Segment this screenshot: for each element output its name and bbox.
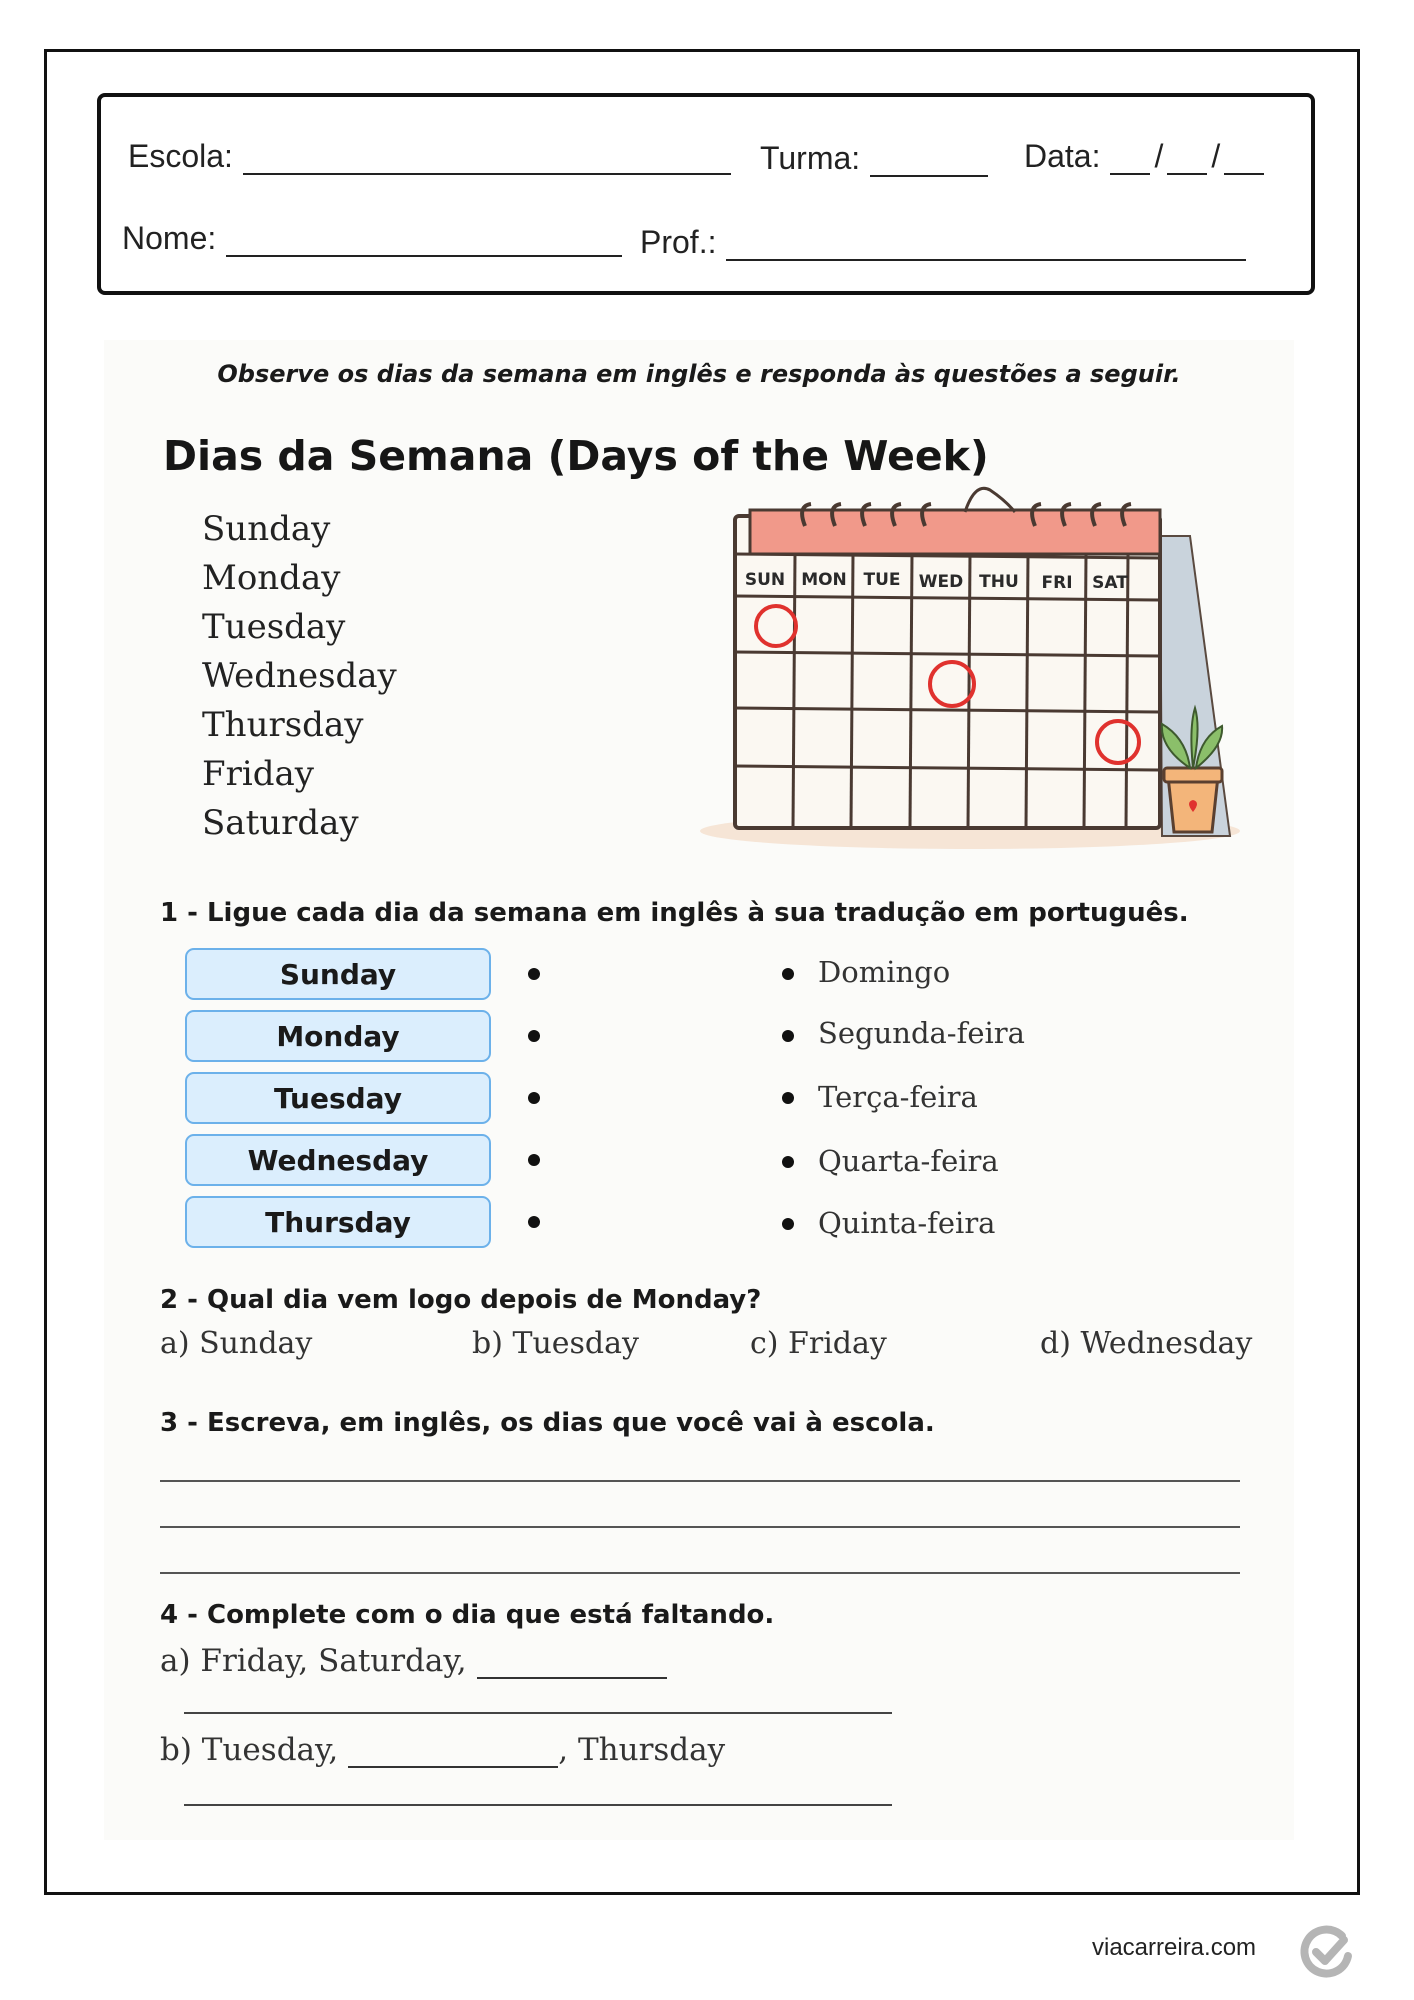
- right-connector-dot[interactable]: [782, 1092, 794, 1104]
- translation-segunda: Segunda-feira: [818, 1016, 1025, 1050]
- footer-site[interactable]: viacarreira.com: [1092, 1934, 1257, 1961]
- escola-label: Escola:: [128, 138, 233, 174]
- nome-line[interactable]: [226, 225, 622, 257]
- left-connector-dot[interactable]: [528, 1154, 540, 1166]
- prof-line[interactable]: [726, 229, 1246, 261]
- question-1-title: 1 - Ligue cada dia da semana em inglês à sua tradução em português.: [160, 898, 1189, 928]
- right-connector-dot[interactable]: [782, 1030, 794, 1042]
- answer-line[interactable]: [184, 1804, 892, 1806]
- right-connector-dot[interactable]: [782, 1218, 794, 1230]
- match-button-wednesday[interactable]: Wednesday: [185, 1134, 491, 1186]
- data-field[interactable]: [1024, 138, 1264, 175]
- turma-label: Turma:: [760, 140, 861, 176]
- answer-line[interactable]: [160, 1526, 1240, 1528]
- translation-domingo: Domingo: [818, 955, 951, 989]
- date-month-line[interactable]: [1167, 143, 1207, 175]
- question-4b: [160, 1732, 725, 1768]
- translation-terca: Terça-feira: [818, 1080, 978, 1114]
- option-a[interactable]: a) Sunday: [160, 1326, 313, 1361]
- nome-field[interactable]: [122, 220, 622, 257]
- left-connector-dot[interactable]: [528, 1030, 540, 1042]
- match-button-tuesday[interactable]: Tuesday: [185, 1072, 491, 1124]
- prof-label: Prof.:: [640, 224, 717, 260]
- answer-line[interactable]: [160, 1480, 1240, 1482]
- left-connector-dot[interactable]: [528, 1216, 540, 1228]
- question-4b-blank[interactable]: [348, 1738, 558, 1768]
- question-4a-blank[interactable]: [477, 1649, 667, 1679]
- question-4-title: 4 - Complete com o dia que está faltando.: [160, 1600, 775, 1630]
- date-day-line[interactable]: [1110, 143, 1150, 175]
- day-item: Wednesday: [202, 656, 397, 696]
- checkmark-logo-icon: [1298, 1922, 1356, 1980]
- svg-text:WED: WED: [918, 572, 964, 592]
- page-title: Dias da Semana (Days of the Week): [163, 432, 989, 480]
- day-item: Thursday: [202, 705, 364, 745]
- date-year-line[interactable]: [1224, 143, 1264, 175]
- calendar-illustration: [690, 476, 1250, 856]
- answer-line[interactable]: [184, 1712, 892, 1714]
- day-item: Friday: [202, 754, 314, 794]
- svg-text:SUN: SUN: [744, 570, 786, 590]
- svg-text:SAT: SAT: [1092, 573, 1128, 593]
- escola-line[interactable]: [243, 143, 731, 175]
- answer-line[interactable]: [160, 1572, 1240, 1574]
- prof-field[interactable]: [640, 224, 1246, 261]
- question-4b-suffix: , Thursday: [558, 1732, 726, 1768]
- question-4b-prefix: b) Tuesday,: [160, 1732, 339, 1768]
- day-item: Monday: [202, 558, 341, 598]
- intro-instruction: Observe os dias da semana em inglês e responda às questões a seguir.: [217, 360, 1181, 388]
- right-connector-dot[interactable]: [782, 968, 794, 980]
- question-3-title: 3 - Escreva, em inglês, os dias que você vai à escola.: [160, 1408, 935, 1438]
- nome-label: Nome:: [122, 220, 217, 256]
- date-separator: /: [1211, 138, 1221, 174]
- day-item: Saturday: [202, 803, 359, 843]
- match-button-sunday[interactable]: Sunday: [185, 948, 491, 1000]
- question-4a-text: a) Friday, Saturday,: [160, 1643, 467, 1679]
- match-button-monday[interactable]: Monday: [185, 1010, 491, 1062]
- svg-text:THU: THU: [979, 572, 1019, 592]
- data-label: Data:: [1024, 138, 1101, 174]
- day-item: Sunday: [202, 509, 331, 549]
- turma-line[interactable]: [870, 145, 988, 177]
- svg-text:MON: MON: [801, 570, 847, 590]
- day-item: Tuesday: [202, 607, 346, 647]
- option-b[interactable]: b) Tuesday: [472, 1326, 639, 1361]
- student-info-box: [97, 93, 1315, 295]
- svg-text:TUE: TUE: [863, 570, 901, 590]
- svg-text:FRI: FRI: [1041, 573, 1073, 593]
- question-2-title: 2 - Qual dia vem logo depois de Monday?: [160, 1285, 762, 1315]
- days-list: [202, 505, 397, 848]
- translation-quarta: Quarta-feira: [818, 1144, 999, 1178]
- calendar-icon: [690, 476, 1250, 856]
- question-4a: [160, 1643, 667, 1679]
- match-button-thursday[interactable]: Thursday: [185, 1196, 491, 1248]
- left-connector-dot[interactable]: [528, 968, 540, 980]
- translation-quinta: Quinta-feira: [818, 1206, 996, 1240]
- right-connector-dot[interactable]: [782, 1156, 794, 1168]
- date-separator: /: [1154, 138, 1164, 174]
- escola-field[interactable]: [128, 138, 731, 175]
- left-connector-dot[interactable]: [528, 1092, 540, 1104]
- turma-field[interactable]: [760, 140, 988, 177]
- option-d[interactable]: d) Wednesday: [1040, 1326, 1253, 1361]
- option-c[interactable]: c) Friday: [750, 1326, 887, 1361]
